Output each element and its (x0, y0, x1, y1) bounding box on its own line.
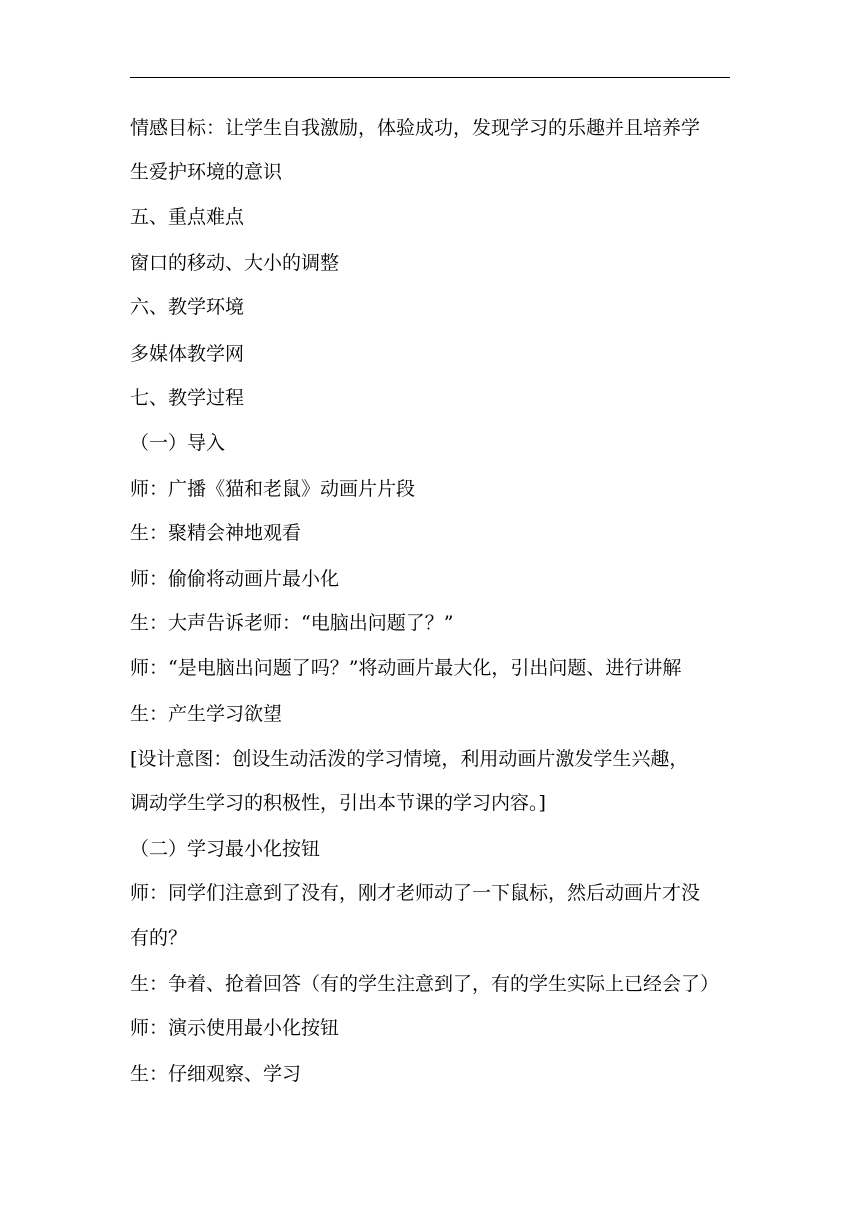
header-rule (130, 77, 730, 78)
text-line: 生：聚精会神地观看 (130, 522, 302, 544)
text-line: 师：“是电脑出问题了吗？”将动画片最大化，引出问题、进行讲解 (130, 657, 682, 679)
text-line: 师：偷偷将动画片最小化 (130, 568, 340, 590)
text-line: 窗口的移动、大小的调整 (130, 252, 340, 274)
text-line: 多媒体教学网 (130, 343, 245, 365)
design-note: [设计意图：创设生动活泼的学习情境，利用动画片激发学生兴趣， (130, 748, 689, 770)
subsection-heading: （一）导入 (130, 432, 226, 454)
text-line: 师：广播《猫和老鼠》动画片片段 (130, 478, 416, 500)
text-line: 生：仔细观察、学习 (130, 1063, 302, 1085)
text-line: 生：大声告诉老师：“电脑出问题了？” (130, 612, 454, 634)
section-heading: 五、重点难点 (130, 206, 245, 228)
text-line: 生：争着、抢着回答（有的学生注意到了，有的学生实际上已经会了） (130, 973, 720, 995)
text-line: 师：同学们注意到了没有，刚才老师动了一下鼠标，然后动画片才没 (130, 882, 701, 904)
text-line: 生爱护环境的意识 (130, 161, 283, 183)
section-heading: 七、教学过程 (130, 387, 245, 409)
text-line: 师：演示使用最小化按钮 (130, 1017, 340, 1039)
subsection-heading: （二）学习最小化按钮 (130, 838, 321, 860)
design-note: 调动学生学习的积极性，引出本节课的学习内容。] (130, 792, 546, 814)
section-heading: 六、教学环境 (130, 296, 245, 318)
text-line: 有的？ (130, 927, 188, 949)
text-line: 生：产生学习欲望 (130, 703, 283, 725)
text-line: 情感目标：让学生自我激励，体验成功，发现学习的乐趣并且培养学 (130, 117, 701, 139)
